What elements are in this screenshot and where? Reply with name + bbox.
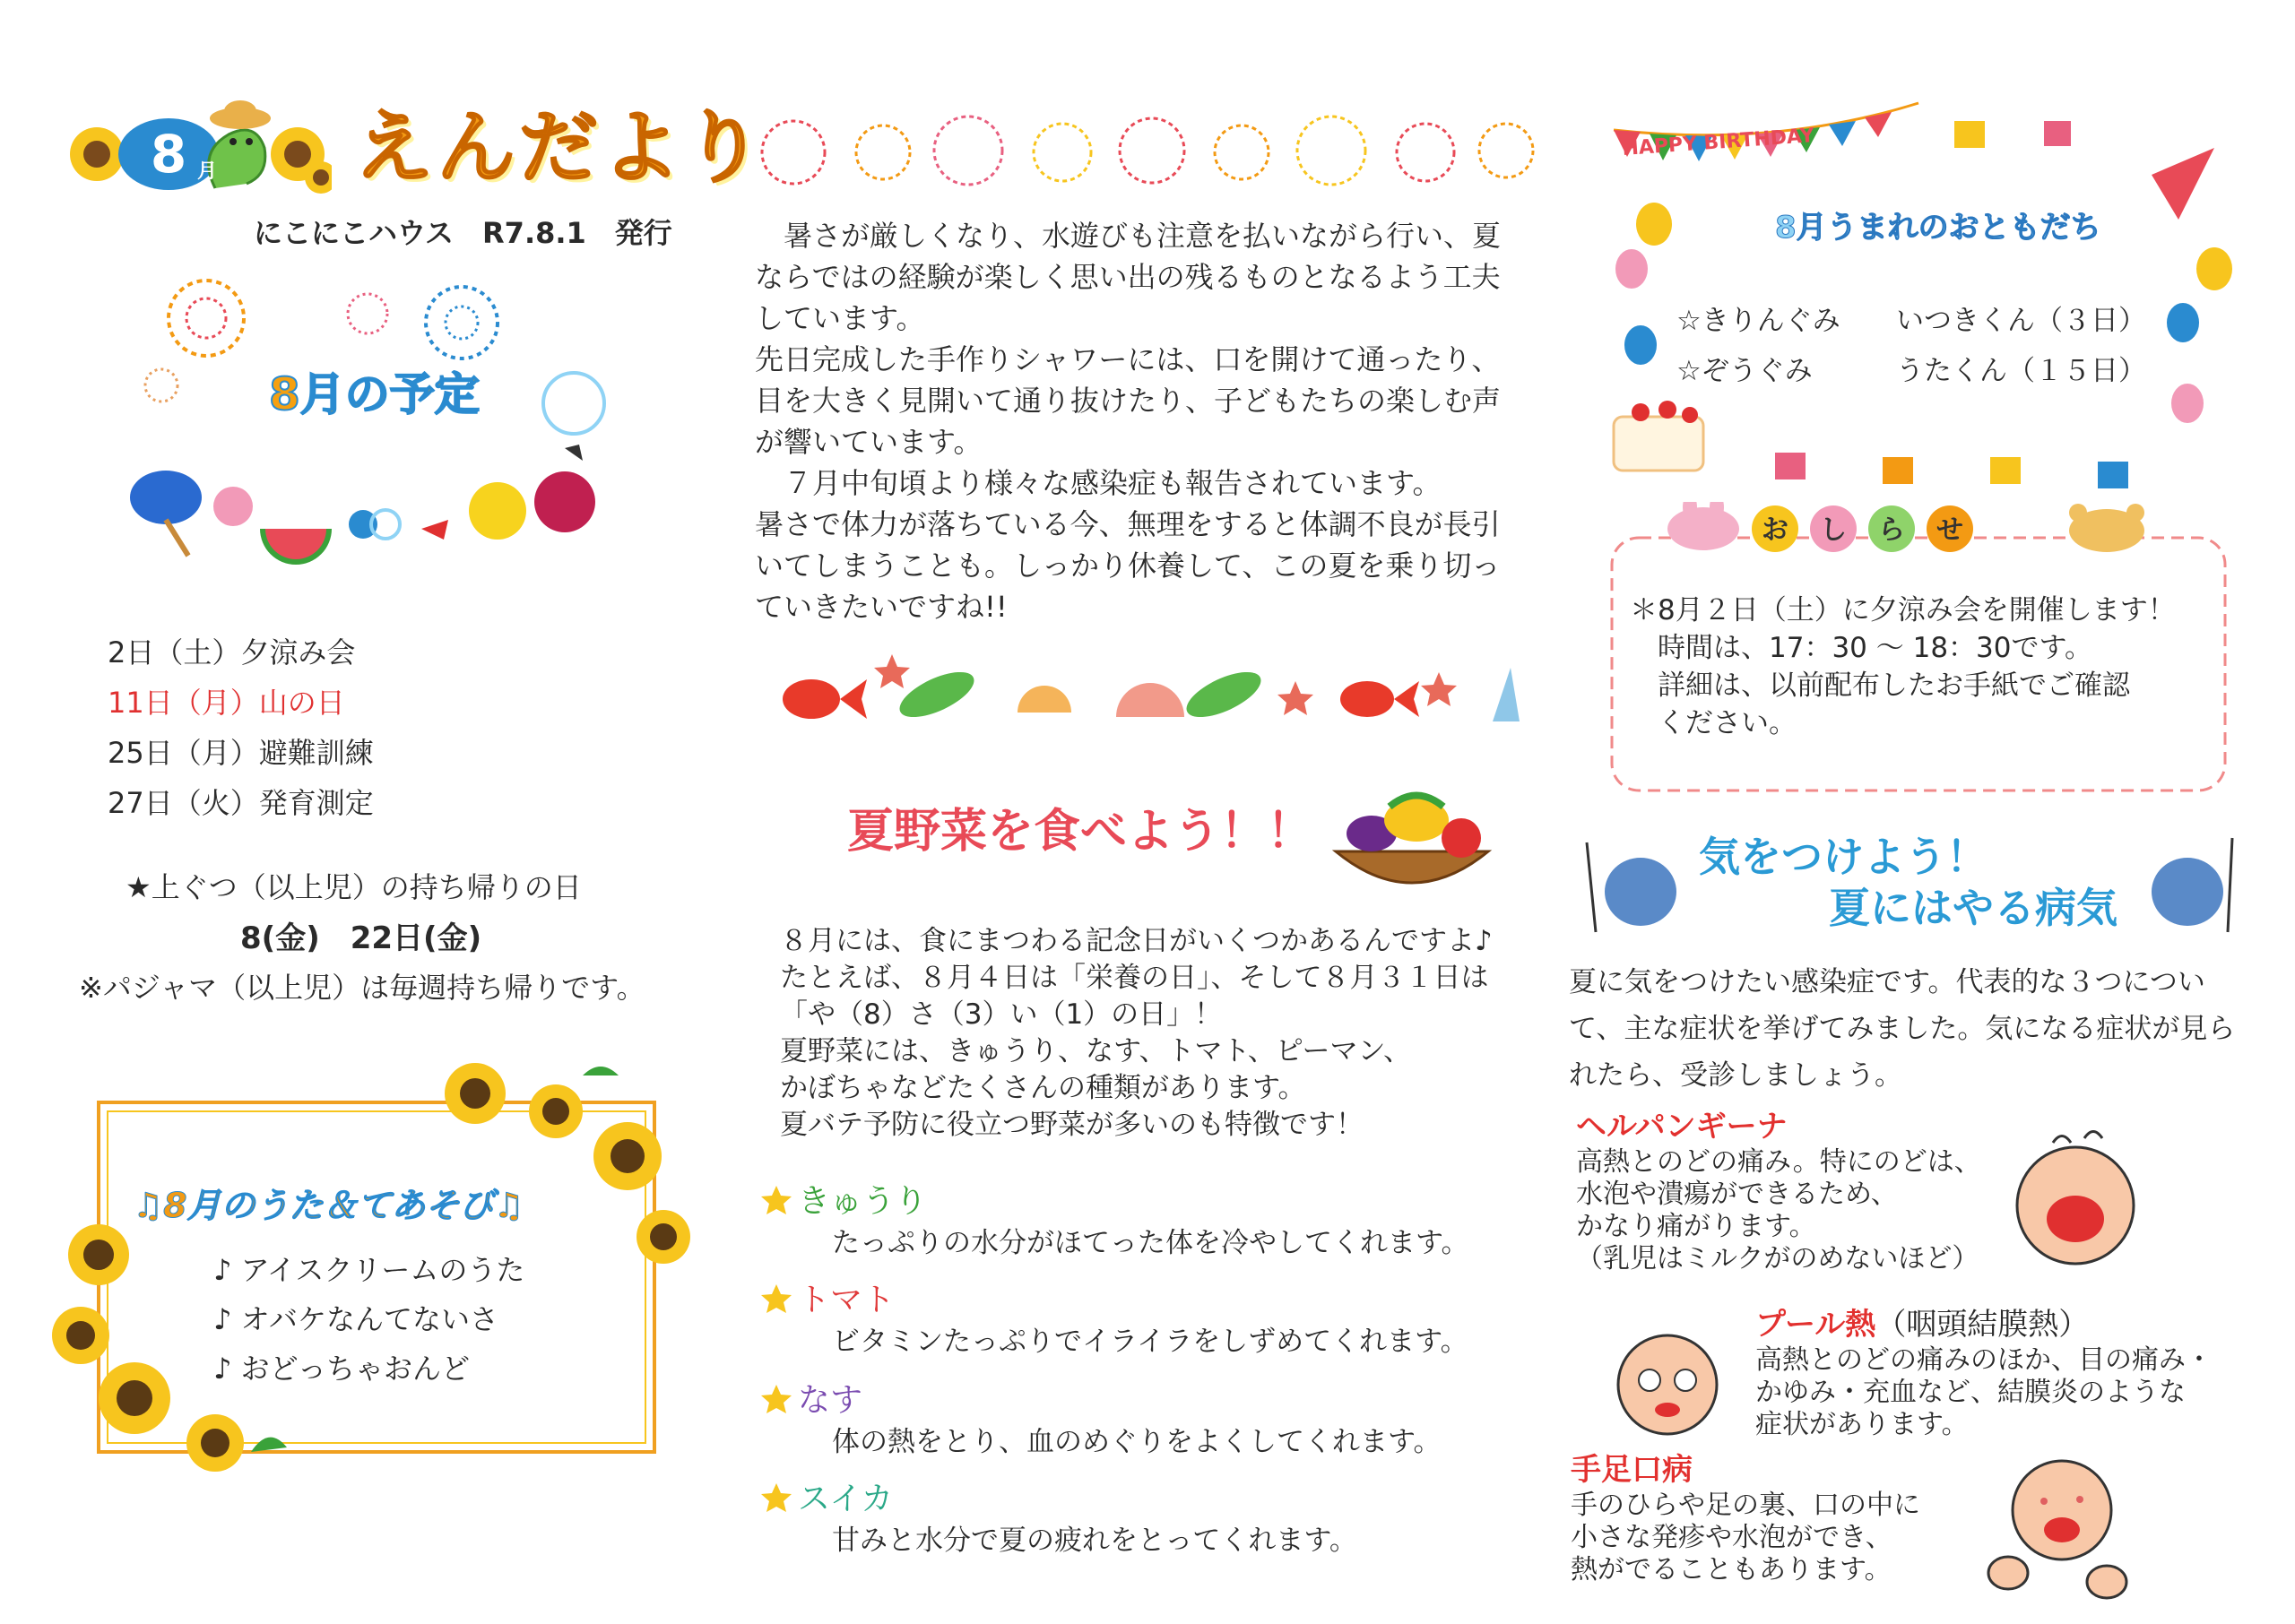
illness-heading-line2: 夏にはやる病気	[1829, 884, 2117, 932]
text-line: 水泡や潰瘍ができるため、	[1576, 1179, 1898, 1210]
bunny-icon	[1667, 502, 1739, 550]
text-line: 手のひらや足の裏、口の中に	[1571, 1490, 1920, 1521]
star-icon	[760, 1283, 792, 1315]
text-line: 詳細は、以前配布したお手紙でご確認	[1630, 669, 2130, 702]
vegetable-name: トマト	[798, 1282, 896, 1318]
vegetable-name: なす	[798, 1382, 863, 1419]
text-line: 高熱とのどの痛みのほか、目の痛み・	[1755, 1344, 2213, 1376]
notice-heading-char: し	[1820, 514, 1847, 546]
shoes-dates: 8(金) 22日(金)	[240, 920, 482, 956]
vegetable-name: きゅうり	[798, 1183, 928, 1220]
text-line: かゆみ・充血など、結膜炎のような	[1755, 1377, 2186, 1408]
text-line: 暑さが厳しくなり、水遊びも注意を払いながら行い、夏	[755, 219, 1502, 253]
song-item: ♪ オバケなんてないさ	[213, 1302, 498, 1336]
schedule-item: 2日（土）夕涼み会	[108, 635, 356, 669]
vegetable-desc: ビタミンたっぷりでイライラをしずめてくれます。	[832, 1326, 1468, 1358]
illness-name-row	[1755, 1305, 2213, 1344]
goldfish-bowl-icon	[543, 373, 604, 461]
text-line: 夏バテ予防に役立つ野菜が多いのも特徴です！	[780, 1109, 1364, 1141]
illness-desc	[1576, 1146, 1981, 1275]
crying-child-icon	[1999, 1125, 2152, 1277]
vegetables-intro	[780, 923, 1493, 1144]
newsletter-title: えんだより	[354, 101, 767, 194]
text-line: 時間は、17：30 ～ 18：30です。	[1630, 632, 2093, 664]
vegetable-item	[760, 1181, 1469, 1264]
text-line: 夏野菜には、きゅうり、なす、トマト、ピーマン、	[780, 1035, 1412, 1067]
vegetable-item	[760, 1280, 1468, 1362]
birthday-child: うたくん（１５日）	[1896, 355, 2146, 387]
birthday-class: ☆ぞうぐみ	[1676, 355, 1813, 387]
summer-items-icon	[130, 471, 595, 565]
star-icon	[760, 1481, 792, 1514]
pennant-banner-icon	[1614, 103, 1918, 161]
text-line: 夏に気をつけたい感染症です。代表的な３つについ	[1569, 966, 2205, 998]
text-line: ならではの経験が楽しく思い出の残るものとなるよう工夫	[755, 260, 1501, 294]
sick-child-icon	[1596, 1313, 1739, 1447]
text-line: かぼちゃなどたくさんの種類があります。	[780, 1072, 1306, 1104]
schedule-item-holiday: 11日（月）山の日	[108, 686, 345, 720]
vegetables-heading: 夏野菜を食べよう！！	[847, 805, 1314, 859]
star-icon	[760, 1184, 792, 1216]
happy-birthday-banner: HAPPY BIRTHDAY	[1621, 125, 1815, 160]
goldfish-icon	[783, 679, 1419, 719]
issuer-line: にこにこハウス R7.8.1 発行	[254, 216, 672, 250]
text-line: 高熱とのどの痛み。特にのどは、	[1576, 1146, 1981, 1178]
text-line: 小さな発疹や水泡ができ、	[1571, 1522, 1892, 1553]
text-line: 目を大きく見開いて通り抜けたり、子どもたちの楽しむ声	[755, 384, 1502, 418]
intro-paragraph	[755, 215, 1544, 627]
pajama-note: ※パジャマ（以上児）は毎週持ち帰りです。	[79, 971, 645, 1005]
text-line: いてしまうことも。しっかり休養して、この夏を乗り切っ	[755, 549, 1501, 583]
birthday-row	[1676, 346, 2146, 396]
schedule-list	[108, 627, 374, 828]
notice-heading-char: お	[1762, 514, 1788, 546]
month-badge-suffix: 月	[197, 160, 218, 183]
leaf-icon	[894, 663, 1268, 727]
birthday-list	[1676, 296, 2146, 396]
schedule-heading: 8月の予定	[269, 368, 480, 420]
fireworks-banner	[758, 108, 1537, 197]
birthday-cake-icon	[1614, 401, 1703, 471]
firework-icon	[762, 117, 1533, 185]
song-item: ♪ おどっちゃおんど	[213, 1352, 470, 1386]
text-line: 「や（8）さ（3）い（1）の日」！	[780, 998, 1223, 1031]
party-popper-icon	[2152, 148, 2214, 220]
text-line: 暑さで体力が落ちている今、無理をすると体調不良が長引	[755, 507, 1501, 541]
bear-icon	[2069, 504, 2144, 552]
month-badge-number: 8	[150, 124, 187, 185]
notice-text	[1630, 592, 2176, 742]
illness-heading-line1: 気をつけよう！	[1699, 833, 1988, 881]
text-line: かなり痛がります。	[1576, 1211, 1816, 1242]
sea-banner	[758, 645, 1537, 744]
vegetable-item	[760, 1479, 1357, 1561]
illness-desc	[1571, 1490, 1920, 1586]
text-line: ていきたいですね!!	[755, 590, 1008, 624]
vegetable-name: スイカ	[798, 1481, 894, 1517]
vegetable-desc: 甘みと水分で夏の疲れをとってくれます。	[832, 1525, 1357, 1557]
illness-name: プール熱	[1755, 1307, 1876, 1343]
schedule-decoration	[126, 278, 628, 565]
notice-heading-char: せ	[1936, 514, 1963, 546]
songs-heading: ♫8月のうた＆てあそび♫	[133, 1186, 524, 1225]
text-line: たとえば、８月４日は「栄養の日」、そして８月３１日は	[780, 962, 1489, 994]
birthday-row	[1676, 296, 2146, 346]
text-line: ７月中旬頃より様々な感染症も報告されています。	[755, 466, 1442, 500]
text-line: 症状があります。	[1755, 1409, 1969, 1440]
text-line: 先日完成した手作りシャワーには、口を開けて通ったり、	[755, 342, 1501, 376]
illness-subname: （咽頭結膜熱）	[1875, 1307, 2090, 1343]
text-line: （乳児はミルクがのめないほど）	[1576, 1243, 1979, 1274]
notice-heading-badges	[1752, 505, 1973, 552]
birthday-class: ☆きりんぐみ	[1676, 305, 1840, 337]
vegetable-desc: たっぷりの水分がほてった体を冷やしてくれます。	[832, 1227, 1469, 1259]
text-line: しています。	[755, 301, 925, 335]
text-line: 熱がでることもあります。	[1571, 1554, 1892, 1585]
rash-child-icon	[1981, 1447, 2134, 1604]
text-line: ＊8月２日（土）に夕涼み会を開催します！	[1630, 594, 2176, 626]
shoes-note: ★上ぐつ（以上児）の持ち帰りの日	[126, 870, 582, 904]
header-logo	[63, 99, 332, 206]
vegetable-desc: 体の熱をとり、血のめぐりをよくしてくれます。	[832, 1426, 1442, 1458]
text-line: が響いています。	[755, 425, 983, 459]
illness-item	[1755, 1305, 2213, 1441]
schedule-item: 25日（月）避難訓練	[108, 736, 374, 770]
text-line: ください。	[1630, 707, 1797, 739]
schedule-item: 27日（火）発育測定	[108, 786, 374, 820]
illness-name: ヘルパンギーナ	[1576, 1109, 1788, 1145]
birthday-heading: 8月うまれのおともだち	[1775, 210, 2101, 246]
illness-item	[1571, 1450, 1920, 1586]
birthday-child: いつきくん（３日）	[1896, 305, 2146, 337]
text-line: ８月には、食にまつわる記念日がいくつかあるんですよ♪	[780, 925, 1493, 957]
notice-heading-char: ら	[1878, 514, 1905, 546]
illness-desc	[1755, 1344, 2213, 1441]
snake-mascot-icon	[209, 100, 271, 188]
text-line: れたら、受診しましょう。	[1569, 1059, 1902, 1092]
illness-intro	[1569, 959, 2235, 1099]
illness-name: 手足口病	[1571, 1452, 1693, 1488]
songs-list	[213, 1246, 524, 1394]
song-item: ♪ アイスクリームのうた	[213, 1253, 525, 1287]
illness-item	[1576, 1107, 1981, 1275]
star-icon	[760, 1383, 792, 1415]
text-line: て、主な症状を挙げてみました。気になる症状が見ら	[1569, 1013, 2236, 1045]
vegetable-basket-icon	[1327, 789, 1497, 905]
vegetable-item	[760, 1380, 1442, 1463]
